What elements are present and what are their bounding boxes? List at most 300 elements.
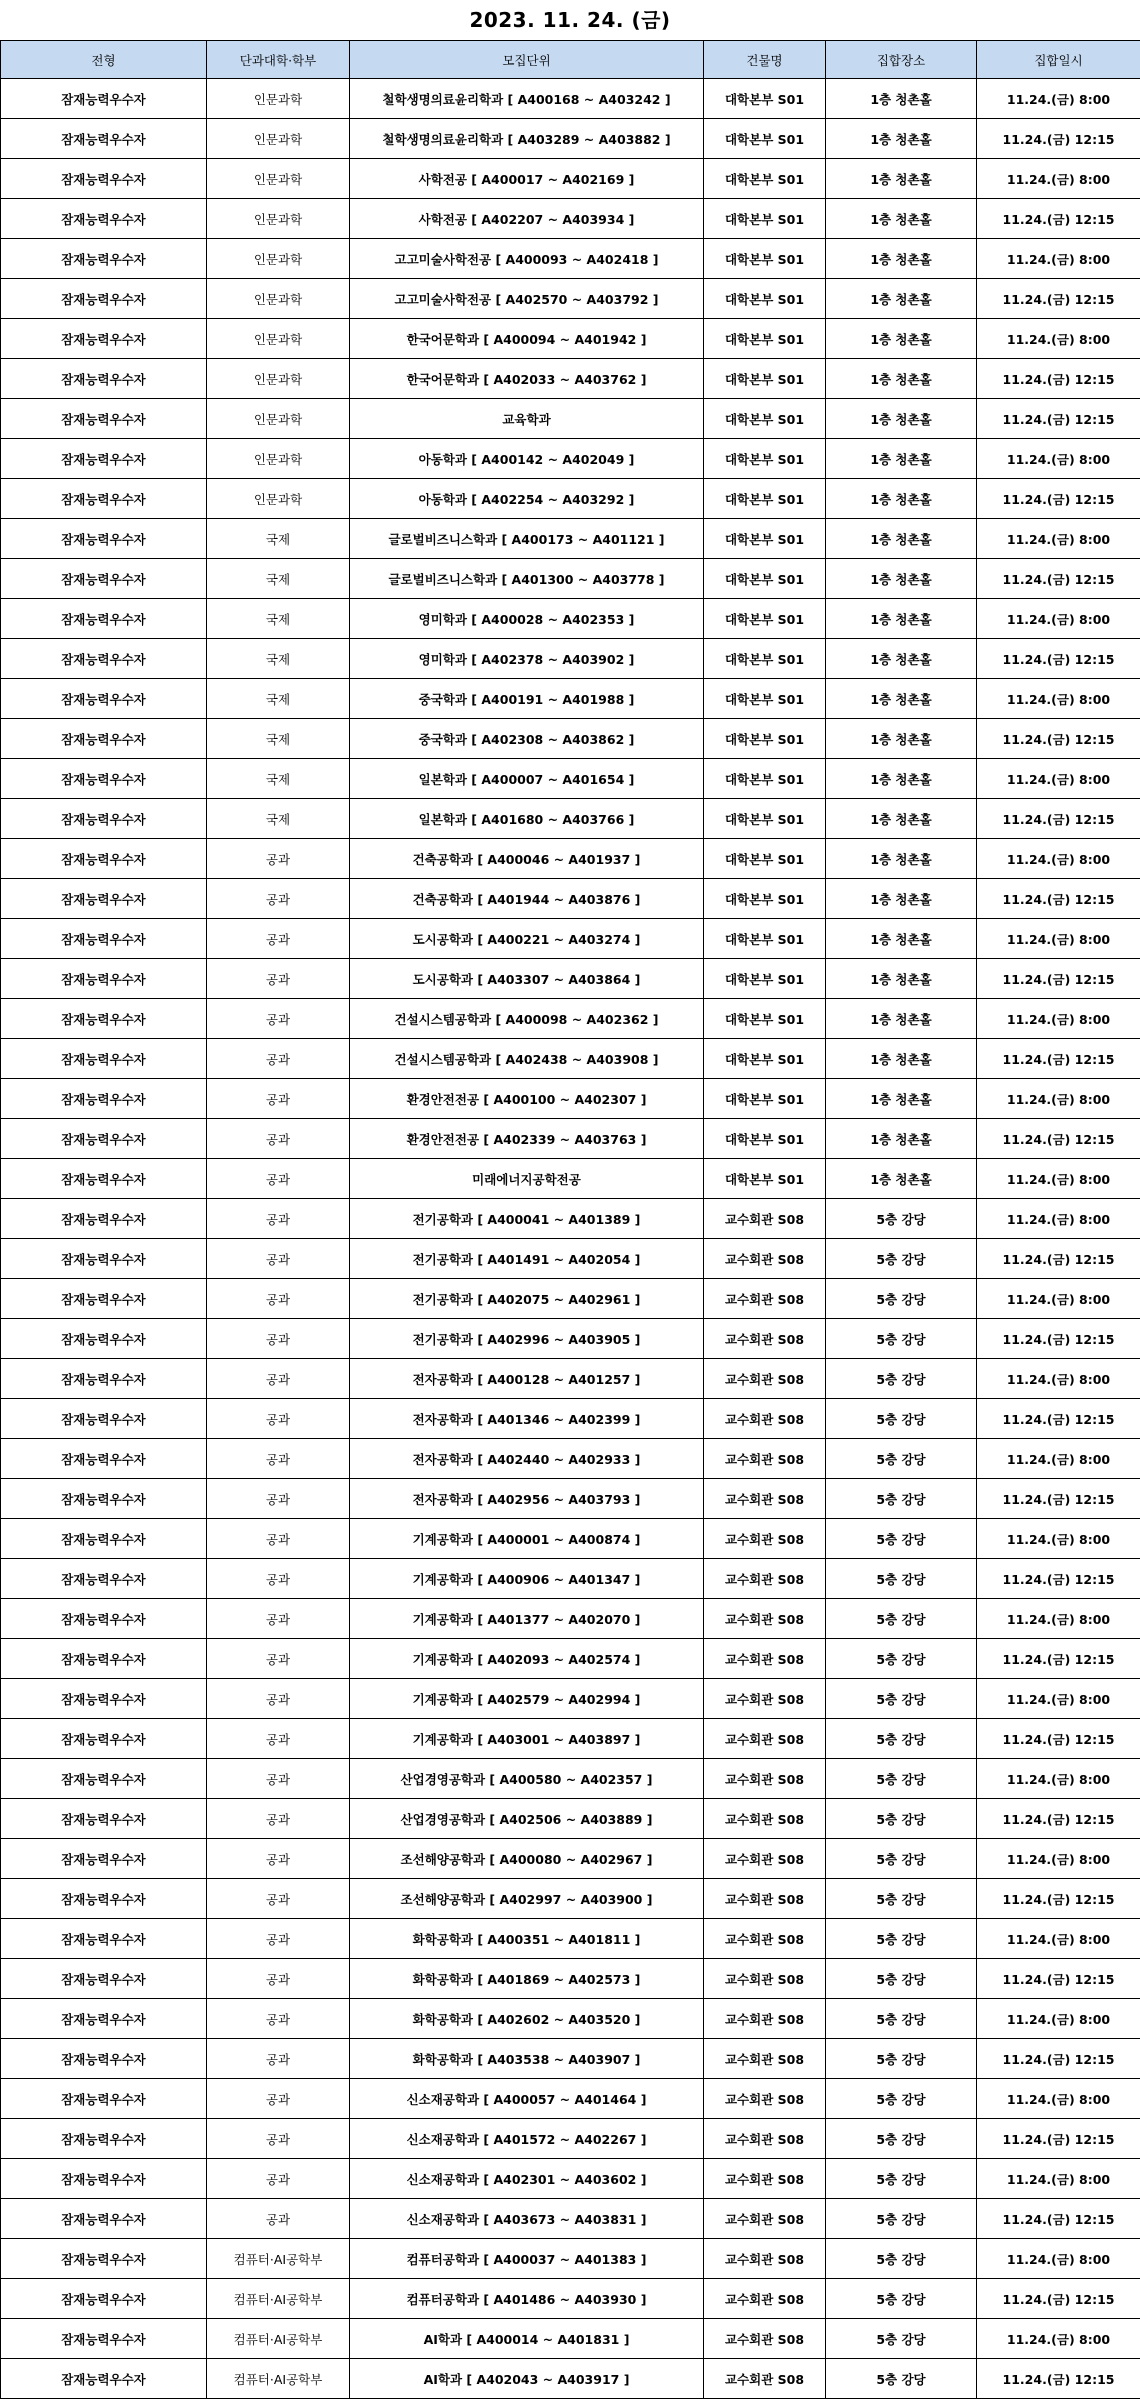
meeting-time-cell: 11.24.(금) 8:00 <box>977 919 1140 959</box>
building-cell: 대학본부 S01 <box>704 799 826 839</box>
admission-type-cell: 잠재능력우수자 <box>1 1399 207 1439</box>
table-row <box>1 799 1140 839</box>
recruitment-unit-cell: 아동학과 [ A400142 ~ A402049 ] <box>350 439 704 479</box>
meeting-time-cell: 11.24.(금) 8:00 <box>977 1679 1140 1719</box>
table-row <box>1 639 1140 679</box>
admission-type-cell: 잠재능력우수자 <box>1 759 207 799</box>
recruitment-unit-cell: 기계공학과 [ A400001 ~ A400874 ] <box>350 1519 704 1559</box>
meeting-place-cell: 5층 강당 <box>826 1279 977 1319</box>
meeting-place-cell: 5층 강당 <box>826 1799 977 1839</box>
meeting-time-cell: 11.24.(금) 12:15 <box>977 1039 1140 1079</box>
building-cell: 교수회관 S08 <box>704 1679 826 1719</box>
admission-type-cell: 잠재능력우수자 <box>1 1239 207 1279</box>
meeting-time-cell: 11.24.(금) 12:15 <box>977 639 1140 679</box>
building-cell: 교수회관 S08 <box>704 1959 826 1999</box>
college-cell: 공과 <box>207 2199 350 2239</box>
college-cell: 공과 <box>207 2159 350 2199</box>
table-row <box>1 79 1140 119</box>
meeting-place-cell: 1층 청촌홀 <box>826 279 977 319</box>
recruitment-unit-cell: 전자공학과 [ A402440 ~ A402933 ] <box>350 1439 704 1479</box>
building-cell: 교수회관 S08 <box>704 2239 826 2279</box>
meeting-place-cell: 1층 청촌홀 <box>826 1159 977 1199</box>
meeting-time-cell: 11.24.(금) 8:00 <box>977 1519 1140 1559</box>
table-row <box>1 1159 1140 1199</box>
college-cell: 공과 <box>207 1639 350 1679</box>
table-row <box>1 2239 1140 2279</box>
admission-type-cell: 잠재능력우수자 <box>1 2359 207 2399</box>
admission-type-cell: 잠재능력우수자 <box>1 199 207 239</box>
recruitment-unit-cell: 전기공학과 [ A400041 ~ A401389 ] <box>350 1199 704 1239</box>
meeting-place-cell: 1층 청촌홀 <box>826 239 977 279</box>
college-cell: 인문과학 <box>207 119 350 159</box>
recruitment-unit-cell: 산업경영공학과 [ A402506 ~ A403889 ] <box>350 1799 704 1839</box>
meeting-place-cell: 1층 청촌홀 <box>826 119 977 159</box>
table-row <box>1 1599 1140 1639</box>
college-cell: 컴퓨터·AI공학부 <box>207 2279 350 2319</box>
meeting-time-cell: 11.24.(금) 8:00 <box>977 599 1140 639</box>
meeting-time-cell: 11.24.(금) 8:00 <box>977 1759 1140 1799</box>
table-row <box>1 2279 1140 2319</box>
meeting-time-cell: 11.24.(금) 12:15 <box>977 199 1140 239</box>
meeting-place-cell: 1층 청촌홀 <box>826 679 977 719</box>
building-cell: 교수회관 S08 <box>704 1919 826 1959</box>
table-row <box>1 759 1140 799</box>
table-row <box>1 599 1140 639</box>
admission-type-cell: 잠재능력우수자 <box>1 599 207 639</box>
admission-type-cell: 잠재능력우수자 <box>1 1039 207 1079</box>
meeting-time-cell: 11.24.(금) 12:15 <box>977 2039 1140 2079</box>
admission-type-cell: 잠재능력우수자 <box>1 999 207 1039</box>
meeting-time-cell: 11.24.(금) 8:00 <box>977 2079 1140 2119</box>
college-cell: 공과 <box>207 1879 350 1919</box>
table-row <box>1 1199 1140 1239</box>
meeting-time-cell: 11.24.(금) 12:15 <box>977 479 1140 519</box>
table-row <box>1 919 1140 959</box>
meeting-place-cell: 5층 강당 <box>826 1919 977 1959</box>
recruitment-unit-cell: 전기공학과 [ A401491 ~ A402054 ] <box>350 1239 704 1279</box>
recruitment-unit-cell: 전자공학과 [ A402956 ~ A403793 ] <box>350 1479 704 1519</box>
admission-type-cell: 잠재능력우수자 <box>1 559 207 599</box>
meeting-place-cell: 5층 강당 <box>826 2119 977 2159</box>
college-cell: 공과 <box>207 959 350 999</box>
meeting-place-cell: 1층 청촌홀 <box>826 439 977 479</box>
table-row <box>1 1839 1140 1879</box>
admission-type-cell: 잠재능력우수자 <box>1 1479 207 1519</box>
table-row <box>1 879 1140 919</box>
recruitment-unit-cell: 건축공학과 [ A401944 ~ A403876 ] <box>350 879 704 919</box>
table-row <box>1 2319 1140 2359</box>
admission-type-cell: 잠재능력우수자 <box>1 2079 207 2119</box>
building-cell: 대학본부 S01 <box>704 1159 826 1199</box>
admission-type-cell: 잠재능력우수자 <box>1 319 207 359</box>
table-row <box>1 439 1140 479</box>
college-cell: 컴퓨터·AI공학부 <box>207 2319 350 2359</box>
college-cell: 국제 <box>207 599 350 639</box>
meeting-place-cell: 5층 강당 <box>826 1559 977 1599</box>
recruitment-unit-cell: 일본학과 [ A400007 ~ A401654 ] <box>350 759 704 799</box>
table-row <box>1 1559 1140 1599</box>
meeting-place-cell: 1층 청촌홀 <box>826 879 977 919</box>
recruitment-unit-cell: 신소재공학과 [ A401572 ~ A402267 ] <box>350 2119 704 2159</box>
table-row <box>1 519 1140 559</box>
building-cell: 교수회관 S08 <box>704 1799 826 1839</box>
college-cell: 공과 <box>207 1479 350 1519</box>
meeting-place-cell: 5층 강당 <box>826 1319 977 1359</box>
admission-type-cell: 잠재능력우수자 <box>1 519 207 559</box>
meeting-time-cell: 11.24.(금) 12:15 <box>977 1399 1140 1439</box>
admission-type-cell: 잠재능력우수자 <box>1 2119 207 2159</box>
meeting-time-cell: 11.24.(금) 8:00 <box>977 1599 1140 1639</box>
college-cell: 공과 <box>207 1999 350 2039</box>
recruitment-unit-cell: 화학공학과 [ A403538 ~ A403907 ] <box>350 2039 704 2079</box>
building-cell: 교수회관 S08 <box>704 1559 826 1599</box>
admission-type-cell: 잠재능력우수자 <box>1 399 207 439</box>
meeting-place-cell: 5층 강당 <box>826 1599 977 1639</box>
recruitment-unit-cell: 고고미술사학전공 [ A400093 ~ A402418 ] <box>350 239 704 279</box>
admission-type-cell: 잠재능력우수자 <box>1 439 207 479</box>
table-row <box>1 1359 1140 1399</box>
meeting-place-cell: 5층 강당 <box>826 1759 977 1799</box>
recruitment-unit-cell: 기계공학과 [ A400906 ~ A401347 ] <box>350 1559 704 1599</box>
table-row <box>1 2159 1140 2199</box>
meeting-time-cell: 11.24.(금) 12:15 <box>977 1239 1140 1279</box>
admission-type-cell: 잠재능력우수자 <box>1 839 207 879</box>
meeting-place-cell: 5층 강당 <box>826 2279 977 2319</box>
table-row <box>1 279 1140 319</box>
meeting-time-cell: 11.24.(금) 8:00 <box>977 839 1140 879</box>
building-cell: 대학본부 S01 <box>704 519 826 559</box>
building-cell: 대학본부 S01 <box>704 159 826 199</box>
meeting-time-cell: 11.24.(금) 8:00 <box>977 999 1140 1039</box>
recruitment-unit-cell: 영미학과 [ A400028 ~ A402353 ] <box>350 599 704 639</box>
table-row <box>1 1079 1140 1119</box>
meeting-place-cell: 1층 청촌홀 <box>826 839 977 879</box>
schedule-table <box>0 40 1140 2399</box>
college-cell: 인문과학 <box>207 279 350 319</box>
admission-type-cell: 잠재능력우수자 <box>1 719 207 759</box>
college-cell: 인문과학 <box>207 159 350 199</box>
college-cell: 공과 <box>207 1799 350 1839</box>
building-cell: 교수회관 S08 <box>704 1319 826 1359</box>
table-row <box>1 359 1140 399</box>
admission-type-cell: 잠재능력우수자 <box>1 799 207 839</box>
meeting-place-cell: 5층 강당 <box>826 1839 977 1879</box>
building-cell: 대학본부 S01 <box>704 919 826 959</box>
recruitment-unit-cell: 기계공학과 [ A401377 ~ A402070 ] <box>350 1599 704 1639</box>
admission-type-cell: 잠재능력우수자 <box>1 879 207 919</box>
header-building: 건물명 <box>704 41 826 79</box>
meeting-time-cell: 11.24.(금) 8:00 <box>977 1839 1140 1879</box>
admission-type-cell: 잠재능력우수자 <box>1 2239 207 2279</box>
meeting-place-cell: 5층 강당 <box>826 2039 977 2079</box>
meeting-time-cell: 11.24.(금) 12:15 <box>977 1959 1140 1999</box>
meeting-time-cell: 11.24.(금) 8:00 <box>977 1159 1140 1199</box>
meeting-time-cell: 11.24.(금) 12:15 <box>977 1639 1140 1679</box>
meeting-place-cell: 5층 강당 <box>826 2359 977 2399</box>
meeting-place-cell: 1층 청촌홀 <box>826 599 977 639</box>
building-cell: 대학본부 S01 <box>704 1039 826 1079</box>
recruitment-unit-cell: 기계공학과 [ A402579 ~ A402994 ] <box>350 1679 704 1719</box>
college-cell: 공과 <box>207 1519 350 1559</box>
building-cell: 대학본부 S01 <box>704 1079 826 1119</box>
table-row <box>1 999 1140 1039</box>
header-meeting-place: 집합장소 <box>826 41 977 79</box>
admission-type-cell: 잠재능력우수자 <box>1 159 207 199</box>
recruitment-unit-cell: 철학생명의료윤리학과 [ A403289 ~ A403882 ] <box>350 119 704 159</box>
building-cell: 대학본부 S01 <box>704 479 826 519</box>
admission-type-cell: 잠재능력우수자 <box>1 1959 207 1999</box>
admission-type-cell: 잠재능력우수자 <box>1 239 207 279</box>
meeting-place-cell: 5층 강당 <box>826 1199 977 1239</box>
college-cell: 국제 <box>207 639 350 679</box>
recruitment-unit-cell: 건설시스템공학과 [ A402438 ~ A403908 ] <box>350 1039 704 1079</box>
table-row <box>1 199 1140 239</box>
meeting-place-cell: 5층 강당 <box>826 2079 977 2119</box>
college-cell: 인문과학 <box>207 79 350 119</box>
meeting-place-cell: 5층 강당 <box>826 2159 977 2199</box>
meeting-time-cell: 11.24.(금) 8:00 <box>977 1199 1140 1239</box>
building-cell: 교수회관 S08 <box>704 1879 826 1919</box>
recruitment-unit-cell: 신소재공학과 [ A400057 ~ A401464 ] <box>350 2079 704 2119</box>
college-cell: 국제 <box>207 759 350 799</box>
meeting-time-cell: 11.24.(금) 8:00 <box>977 239 1140 279</box>
building-cell: 교수회관 S08 <box>704 1759 826 1799</box>
building-cell: 교수회관 S08 <box>704 2079 826 2119</box>
meeting-place-cell: 5층 강당 <box>826 1999 977 2039</box>
recruitment-unit-cell: 중국학과 [ A402308 ~ A403862 ] <box>350 719 704 759</box>
meeting-place-cell: 5층 강당 <box>826 1719 977 1759</box>
building-cell: 대학본부 S01 <box>704 1119 826 1159</box>
college-cell: 공과 <box>207 879 350 919</box>
meeting-time-cell: 11.24.(금) 8:00 <box>977 159 1140 199</box>
table-row <box>1 679 1140 719</box>
meeting-place-cell: 1층 청촌홀 <box>826 159 977 199</box>
building-cell: 교수회관 S08 <box>704 1519 826 1559</box>
college-cell: 공과 <box>207 2119 350 2159</box>
meeting-time-cell: 11.24.(금) 12:15 <box>977 2359 1140 2399</box>
meeting-time-cell: 11.24.(금) 12:15 <box>977 359 1140 399</box>
table-row <box>1 1759 1140 1799</box>
recruitment-unit-cell: 아동학과 [ A402254 ~ A403292 ] <box>350 479 704 519</box>
admission-type-cell: 잠재능력우수자 <box>1 1639 207 1679</box>
building-cell: 교수회관 S08 <box>704 2279 826 2319</box>
building-cell: 대학본부 S01 <box>704 319 826 359</box>
meeting-place-cell: 5층 강당 <box>826 2199 977 2239</box>
building-cell: 교수회관 S08 <box>704 2359 826 2399</box>
college-cell: 공과 <box>207 1199 350 1239</box>
recruitment-unit-cell: 건축공학과 [ A400046 ~ A401937 ] <box>350 839 704 879</box>
building-cell: 교수회관 S08 <box>704 1999 826 2039</box>
admission-type-cell: 잠재능력우수자 <box>1 2279 207 2319</box>
meeting-place-cell: 1층 청촌홀 <box>826 1079 977 1119</box>
college-cell: 공과 <box>207 1959 350 1999</box>
recruitment-unit-cell: 글로벌비즈니스학과 [ A401300 ~ A403778 ] <box>350 559 704 599</box>
meeting-place-cell: 1층 청촌홀 <box>826 999 977 1039</box>
college-cell: 인문과학 <box>207 359 350 399</box>
table-row <box>1 2199 1140 2239</box>
meeting-time-cell: 11.24.(금) 12:15 <box>977 279 1140 319</box>
admission-type-cell: 잠재능력우수자 <box>1 2159 207 2199</box>
table-row <box>1 959 1140 999</box>
page-title: 2023. 11. 24. (금) <box>469 8 671 32</box>
meeting-time-cell: 11.24.(금) 12:15 <box>977 879 1140 919</box>
college-cell: 공과 <box>207 1679 350 1719</box>
meeting-place-cell: 1층 청촌홀 <box>826 319 977 359</box>
table-row <box>1 1479 1140 1519</box>
meeting-place-cell: 5층 강당 <box>826 1439 977 1479</box>
table-row <box>1 239 1140 279</box>
recruitment-unit-cell: 환경안전전공 [ A402339 ~ A403763 ] <box>350 1119 704 1159</box>
meeting-time-cell: 11.24.(금) 12:15 <box>977 1119 1140 1159</box>
table-row <box>1 1679 1140 1719</box>
table-row <box>1 1919 1140 1959</box>
table-row <box>1 1519 1140 1559</box>
admission-type-cell: 잠재능력우수자 <box>1 1799 207 1839</box>
meeting-time-cell: 11.24.(금) 12:15 <box>977 1799 1140 1839</box>
meeting-time-cell: 11.24.(금) 8:00 <box>977 519 1140 559</box>
recruitment-unit-cell: 기계공학과 [ A403001 ~ A403897 ] <box>350 1719 704 1759</box>
meeting-place-cell: 5층 강당 <box>826 1679 977 1719</box>
table-row <box>1 1879 1140 1919</box>
building-cell: 교수회관 S08 <box>704 1719 826 1759</box>
building-cell: 교수회관 S08 <box>704 1839 826 1879</box>
building-cell: 교수회관 S08 <box>704 2159 826 2199</box>
recruitment-unit-cell: 환경안전전공 [ A400100 ~ A402307 ] <box>350 1079 704 1119</box>
building-cell: 대학본부 S01 <box>704 399 826 439</box>
recruitment-unit-cell: 건설시스템공학과 [ A400098 ~ A402362 ] <box>350 999 704 1039</box>
admission-type-cell: 잠재능력우수자 <box>1 639 207 679</box>
meeting-place-cell: 1층 청촌홀 <box>826 79 977 119</box>
building-cell: 대학본부 S01 <box>704 959 826 999</box>
admission-type-cell: 잠재능력우수자 <box>1 1159 207 1199</box>
college-cell: 인문과학 <box>207 439 350 479</box>
table-row <box>1 1959 1140 1999</box>
building-cell: 교수회관 S08 <box>704 2119 826 2159</box>
table-header-row <box>1 41 1140 79</box>
recruitment-unit-cell: 화학공학과 [ A400351 ~ A401811 ] <box>350 1919 704 1959</box>
meeting-place-cell: 1층 청촌홀 <box>826 359 977 399</box>
recruitment-unit-cell: 전자공학과 [ A400128 ~ A401257 ] <box>350 1359 704 1399</box>
admission-type-cell: 잠재능력우수자 <box>1 1759 207 1799</box>
table-row <box>1 1799 1140 1839</box>
table-row <box>1 1399 1140 1439</box>
admission-type-cell: 잠재능력우수자 <box>1 1719 207 1759</box>
college-cell: 공과 <box>207 1919 350 1959</box>
recruitment-unit-cell: 철학생명의료윤리학과 [ A400168 ~ A403242 ] <box>350 79 704 119</box>
recruitment-unit-cell: 기계공학과 [ A402093 ~ A402574 ] <box>350 1639 704 1679</box>
building-cell: 대학본부 S01 <box>704 999 826 1039</box>
college-cell: 공과 <box>207 1599 350 1639</box>
admission-type-cell: 잠재능력우수자 <box>1 1319 207 1359</box>
meeting-time-cell: 11.24.(금) 12:15 <box>977 559 1140 599</box>
recruitment-unit-cell: 영미학과 [ A402378 ~ A403902 ] <box>350 639 704 679</box>
meeting-time-cell: 11.24.(금) 8:00 <box>977 1359 1140 1399</box>
meeting-time-cell: 11.24.(금) 8:00 <box>977 679 1140 719</box>
admission-type-cell: 잠재능력우수자 <box>1 959 207 999</box>
college-cell: 공과 <box>207 1359 350 1399</box>
table-body <box>1 79 1140 2399</box>
recruitment-unit-cell: 화학공학과 [ A401869 ~ A402573 ] <box>350 1959 704 1999</box>
meeting-place-cell: 5층 강당 <box>826 1639 977 1679</box>
meeting-time-cell: 11.24.(금) 8:00 <box>977 79 1140 119</box>
recruitment-unit-cell: 일본학과 [ A401680 ~ A403766 ] <box>350 799 704 839</box>
college-cell: 국제 <box>207 799 350 839</box>
building-cell: 교수회관 S08 <box>704 2039 826 2079</box>
building-cell: 대학본부 S01 <box>704 759 826 799</box>
building-cell: 대학본부 S01 <box>704 279 826 319</box>
building-cell: 교수회관 S08 <box>704 1279 826 1319</box>
meeting-place-cell: 1층 청촌홀 <box>826 719 977 759</box>
building-cell: 대학본부 S01 <box>704 199 826 239</box>
recruitment-unit-cell: 조선해양공학과 [ A400080 ~ A402967 ] <box>350 1839 704 1879</box>
college-cell: 인문과학 <box>207 239 350 279</box>
college-cell: 공과 <box>207 1159 350 1199</box>
recruitment-unit-cell: 교육학과 <box>350 399 704 439</box>
college-cell: 국제 <box>207 559 350 599</box>
admission-type-cell: 잠재능력우수자 <box>1 1919 207 1959</box>
table-row <box>1 2359 1140 2399</box>
recruitment-unit-cell: 컴퓨터공학과 [ A401486 ~ A403930 ] <box>350 2279 704 2319</box>
meeting-place-cell: 5층 강당 <box>826 1479 977 1519</box>
building-cell: 대학본부 S01 <box>704 639 826 679</box>
college-cell: 공과 <box>207 839 350 879</box>
building-cell: 교수회관 S08 <box>704 1239 826 1279</box>
table-row <box>1 2119 1140 2159</box>
recruitment-unit-cell: 사학전공 [ A400017 ~ A402169 ] <box>350 159 704 199</box>
meeting-time-cell: 11.24.(금) 8:00 <box>977 2159 1140 2199</box>
college-cell: 공과 <box>207 1119 350 1159</box>
recruitment-unit-cell: 산업경영공학과 [ A400580 ~ A402357 ] <box>350 1759 704 1799</box>
college-cell: 컴퓨터·AI공학부 <box>207 2359 350 2399</box>
meeting-time-cell: 11.24.(금) 8:00 <box>977 439 1140 479</box>
college-cell: 인문과학 <box>207 319 350 359</box>
meeting-place-cell: 1층 청촌홀 <box>826 919 977 959</box>
meeting-time-cell: 11.24.(금) 12:15 <box>977 959 1140 999</box>
college-cell: 인문과학 <box>207 399 350 439</box>
header-college: 단과대학·학부 <box>207 41 350 79</box>
recruitment-unit-cell: 컴퓨터공학과 [ A400037 ~ A401383 ] <box>350 2239 704 2279</box>
meeting-time-cell: 11.24.(금) 12:15 <box>977 799 1140 839</box>
college-cell: 인문과학 <box>207 479 350 519</box>
recruitment-unit-cell: 전자공학과 [ A401346 ~ A402399 ] <box>350 1399 704 1439</box>
meeting-place-cell: 5층 강당 <box>826 1239 977 1279</box>
building-cell: 교수회관 S08 <box>704 2199 826 2239</box>
admission-type-cell: 잠재능력우수자 <box>1 359 207 399</box>
meeting-time-cell: 11.24.(금) 12:15 <box>977 1879 1140 1919</box>
recruitment-unit-cell: AI학과 [ A402043 ~ A403917 ] <box>350 2359 704 2399</box>
college-cell: 국제 <box>207 719 350 759</box>
recruitment-unit-cell: 전기공학과 [ A402075 ~ A402961 ] <box>350 1279 704 1319</box>
meeting-time-cell: 11.24.(금) 12:15 <box>977 1479 1140 1519</box>
meeting-time-cell: 11.24.(금) 8:00 <box>977 1439 1140 1479</box>
table-row <box>1 1319 1140 1359</box>
building-cell: 대학본부 S01 <box>704 599 826 639</box>
college-cell: 공과 <box>207 1279 350 1319</box>
building-cell: 대학본부 S01 <box>704 839 826 879</box>
meeting-time-cell: 11.24.(금) 8:00 <box>977 2319 1140 2359</box>
recruitment-unit-cell: 사학전공 [ A402207 ~ A403934 ] <box>350 199 704 239</box>
admission-type-cell: 잠재능력우수자 <box>1 679 207 719</box>
building-cell: 대학본부 S01 <box>704 719 826 759</box>
meeting-time-cell: 11.24.(금) 8:00 <box>977 319 1140 359</box>
meeting-time-cell: 11.24.(금) 12:15 <box>977 399 1140 439</box>
meeting-time-cell: 11.24.(금) 12:15 <box>977 1719 1140 1759</box>
table-row <box>1 1639 1140 1679</box>
recruitment-unit-cell: 한국어문학과 [ A402033 ~ A403762 ] <box>350 359 704 399</box>
college-cell: 공과 <box>207 1319 350 1359</box>
building-cell: 대학본부 S01 <box>704 439 826 479</box>
meeting-time-cell: 11.24.(금) 8:00 <box>977 1079 1140 1119</box>
